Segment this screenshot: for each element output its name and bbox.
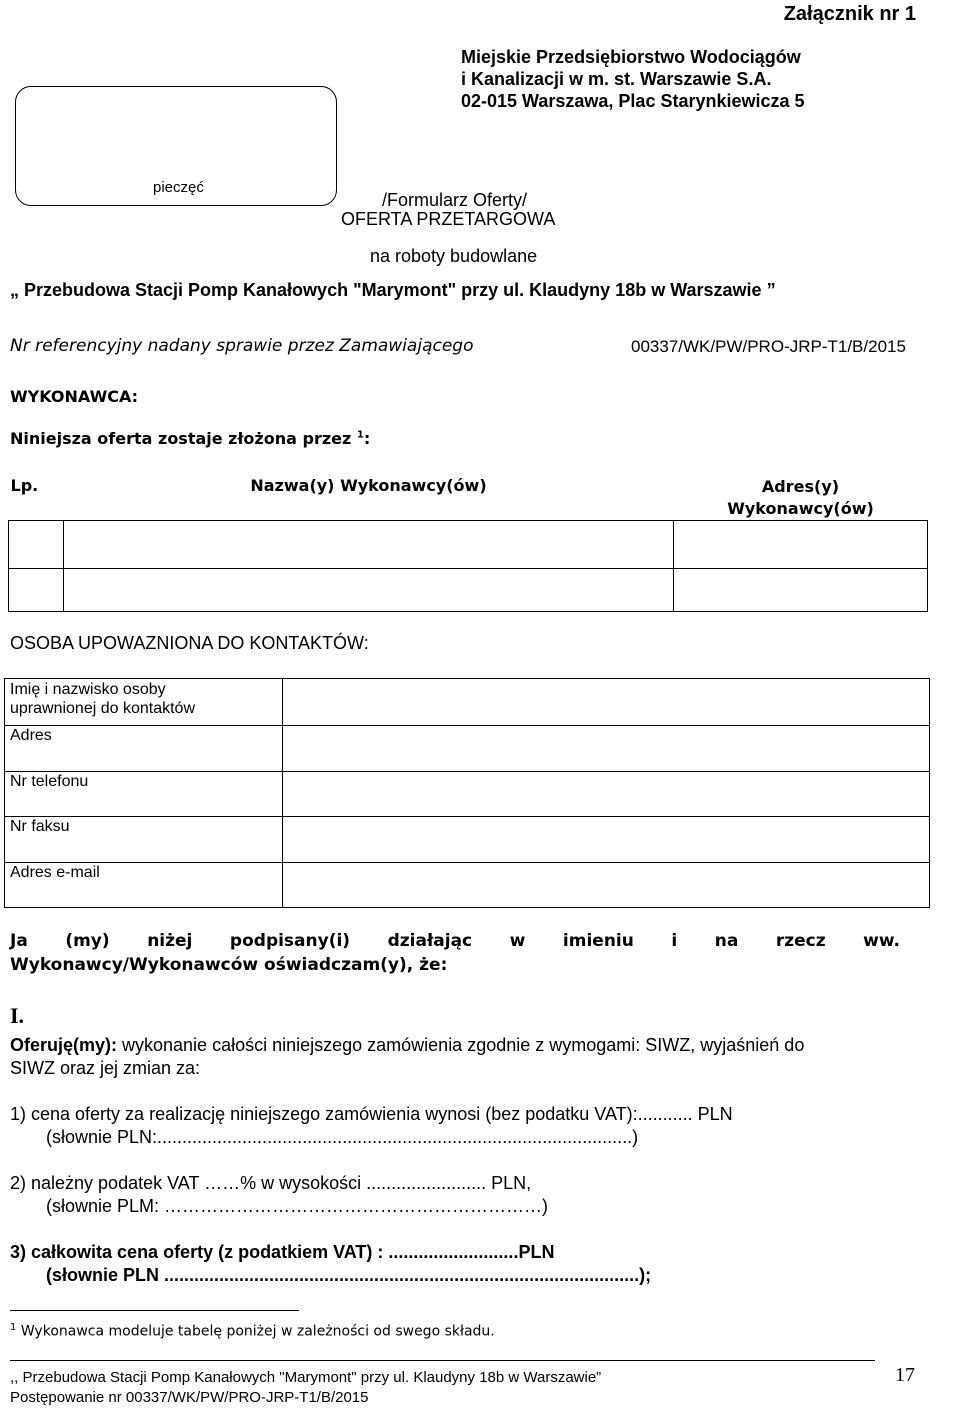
header-lp: Lp. bbox=[10, 476, 39, 495]
contact-label-email: Adres e-mail bbox=[5, 863, 283, 908]
header-address-line1: Adres(y) bbox=[761, 477, 840, 496]
cell-lp[interactable] bbox=[9, 521, 64, 569]
section-numeral: I. bbox=[10, 1003, 25, 1028]
form-title: OFERTA PRZETARGOWA bbox=[341, 209, 556, 229]
offer-text: wykonanie całości niniejszego zamówienia zgodnie z wymogami: SIWZ, wyjaśnień do bbox=[117, 1035, 805, 1055]
footnote-mark: 1 bbox=[10, 1322, 17, 1333]
contact-label-address: Adres bbox=[5, 726, 283, 772]
declaration-word: na bbox=[714, 931, 739, 951]
contact-label-line: uprawnionej do kontaktów bbox=[10, 700, 196, 717]
contact-label-fax: Nr faksu bbox=[5, 817, 283, 863]
declaration-word: rzecz bbox=[775, 931, 826, 951]
company-name-line1: Miejskie Przedsiębiorstwo Wodociągów bbox=[461, 47, 801, 67]
submitted-by-text: Niniejsza oferta zostaje złożona przez bbox=[10, 429, 352, 448]
page-number: 17 bbox=[895, 1364, 915, 1386]
reference-label: Nr referencyjny nadany sprawie przez Zamawiającego bbox=[10, 336, 474, 356]
contact-label-name bbox=[5, 679, 283, 726]
item2-line2: (słownie PLM: ………………………………………………………) bbox=[46, 1196, 549, 1216]
declaration-word: Ja bbox=[10, 931, 28, 951]
item2-line1: 2) należny podatek VAT ……% w wysokości ........................ PLN, bbox=[10, 1173, 532, 1193]
declaration-word: działając bbox=[387, 931, 473, 951]
declaration-word: podpisany(i) bbox=[229, 931, 351, 951]
item3-line2: (słownie PLN ...............................................................................................); bbox=[46, 1265, 652, 1285]
form-subtitle: /Formularz Oferty/ bbox=[382, 190, 528, 210]
contact-row bbox=[5, 772, 930, 817]
declaration-word: niżej bbox=[147, 931, 193, 951]
declaration-word: w bbox=[509, 931, 526, 951]
contact-value-email[interactable] bbox=[283, 863, 930, 908]
company-address bbox=[461, 46, 805, 112]
contractor-table bbox=[8, 470, 928, 612]
cell-lp[interactable] bbox=[9, 569, 64, 612]
cell-address[interactable] bbox=[674, 521, 928, 569]
contact-value-fax[interactable] bbox=[283, 817, 930, 863]
cell-address[interactable] bbox=[674, 569, 928, 612]
table-row bbox=[9, 569, 928, 612]
contact-value-name[interactable] bbox=[283, 679, 930, 726]
declaration-line1 bbox=[10, 931, 900, 951]
contact-value-address[interactable] bbox=[283, 726, 930, 772]
footnote-divider bbox=[10, 1310, 299, 1311]
table-header-row bbox=[9, 470, 928, 521]
offer-line2: SIWZ oraz jej zmian za: bbox=[10, 1058, 201, 1078]
item1-line1: 1) cena oferty za realizację niniejszego zamówienia wynosi (bez podatku VAT):........... PLN bbox=[10, 1104, 733, 1124]
declaration-word: ww. bbox=[863, 931, 900, 951]
item1-line2: (słownie PLN:...............................................................................................) bbox=[46, 1127, 639, 1147]
declaration-word: (my) bbox=[65, 931, 110, 951]
offer-bold: Oferuję(my): bbox=[10, 1035, 118, 1055]
footer-procedure: Postępowanie nr 00337/WK/PW/PRO-JRP-T1/B/2015 bbox=[10, 1389, 369, 1406]
header-name: Nazwa(y) Wykonawcy(ów) bbox=[250, 476, 487, 495]
annex-label: Załącznik nr 1 bbox=[783, 3, 916, 25]
submitted-by-colon: : bbox=[363, 429, 371, 448]
contact-row bbox=[5, 679, 930, 726]
header-address bbox=[674, 470, 928, 521]
item3-line1: 3) całkowita cena oferty (z podatkiem VAT) : ..........................PLN bbox=[10, 1242, 555, 1262]
contact-label-line: Imię i nazwisko osoby bbox=[10, 681, 166, 698]
stamp-label: pieczęć bbox=[153, 179, 204, 196]
form-scope: na roboty budowlane bbox=[370, 246, 538, 266]
contact-table bbox=[4, 678, 930, 908]
reference-value: 00337/WK/PW/PRO-JRP-T1/B/2015 bbox=[631, 337, 906, 356]
contact-row bbox=[5, 726, 930, 772]
table-row bbox=[9, 521, 928, 569]
footnote bbox=[10, 1322, 495, 1340]
company-name-line2: i Kanalizacji w m. st. Warszawie S.A. bbox=[461, 69, 772, 89]
header-address-line2: Wykonawcy(ów) bbox=[727, 499, 874, 518]
declaration-line2: Wykonawcy/Wykonawców oświadczam(y), że: bbox=[10, 955, 448, 975]
contact-label-phone: Nr telefonu bbox=[5, 772, 283, 817]
contact-value-phone[interactable] bbox=[283, 772, 930, 817]
submitted-by-label bbox=[10, 429, 370, 448]
footer-divider bbox=[10, 1360, 875, 1361]
contact-row bbox=[5, 817, 930, 863]
declaration-word: i bbox=[671, 931, 678, 951]
contractor-heading: WYKONAWCA: bbox=[10, 387, 139, 406]
contact-heading: OSOBA UPOWAZNIONA DO KONTAKTÓW: bbox=[10, 633, 369, 653]
footer-project: ,, Przebudowa Stacji Pomp Kanałowych "Marymont" przy ul. Klaudyny 18b w Warszawie” bbox=[10, 1369, 602, 1386]
contact-row bbox=[5, 863, 930, 908]
cell-name[interactable] bbox=[64, 521, 674, 569]
company-address-line: 02-015 Warszawa, Plac Starynkiewicza 5 bbox=[461, 91, 805, 111]
declaration-word: imieniu bbox=[562, 931, 634, 951]
footnote-ref: 1 bbox=[356, 429, 364, 441]
offer-line1 bbox=[10, 1035, 804, 1056]
cell-name[interactable] bbox=[64, 569, 674, 612]
footnote-text: Wykonawca modeluje tabelę poniżej w zależności od swego składu. bbox=[20, 1323, 495, 1340]
project-title: „ Przebudowa Stacji Pomp Kanałowych "Marymont" przy ul. Klaudyny 18b w Warszawie ” bbox=[10, 280, 776, 300]
